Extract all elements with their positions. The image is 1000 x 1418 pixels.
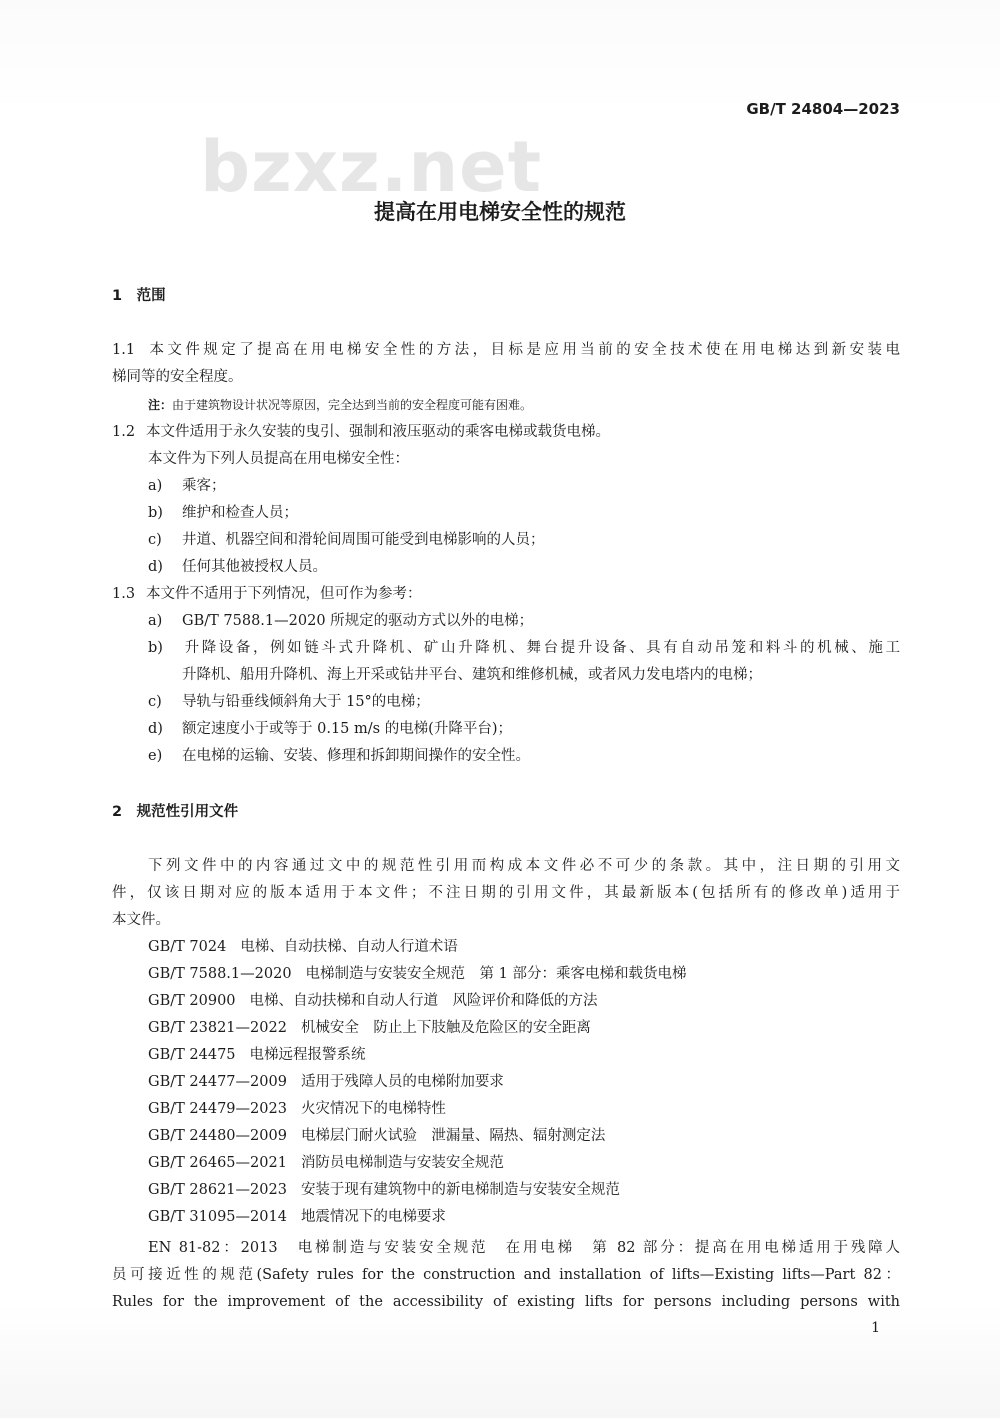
clause-number: 1.1: [112, 342, 136, 358]
clause-1-2-line-2: 本文件为下列人员提高在用电梯安全性：: [148, 451, 409, 467]
reference-item: GB/T 7588.1—2020 电梯制造与安装安全规范 第 1 部分：乘客电梯和载货电梯: [148, 966, 687, 982]
intro-line-2: 件，仅该日期对应的版本适用于本文件；不注日期的引用文件，其最新版本(包括所有的修改单)适用于: [112, 885, 900, 901]
reference-item: GB/T 31095—2014 地震情况下的电梯要求: [148, 1209, 446, 1225]
en-reference-line-2: 员可接近性的规范(Safety rules for the construction and installation of lifts—Existing lifts—Part 82：: [112, 1267, 900, 1283]
reference-item: GB/T 28621—2023 安装于现有建筑物中的新电梯制造与安装安全规范: [148, 1182, 620, 1198]
clause-1-2-line-1: 1.2 本文件适用于永久安装的曳引、强制和液压驱动的乘客电梯或载货电梯。: [112, 424, 610, 440]
clause-1-3-line-1: 1.3 本文件不适用于下列情况，但可作为参考：: [112, 586, 422, 602]
clause-1-1-line-1: 1.1 本文件规定了提高在用电梯安全性的方法，目标是应用当前的安全技术使在用电梯达到新安装电: [112, 342, 900, 358]
note-text: 由于建筑物设计状况等原因，完全达到当前的安全程度可能有困难。: [172, 398, 533, 412]
list-item: b) 升降设备，例如链斗式升降机、矿山升降机、舞台提升设备、具有自动吊笼和料斗的机械、施工: [148, 640, 900, 656]
reference-item: GB/T 7024 电梯、自动扶梯、自动人行道术语: [148, 939, 458, 955]
document-title: 提高在用电梯安全性的规范: [374, 200, 626, 224]
list-item: a) 乘客；: [148, 478, 226, 494]
page-number: 1: [871, 1320, 880, 1336]
intro-line-3: 本文件。: [112, 912, 170, 928]
list-item: b) 维护和检查人员；: [148, 505, 298, 521]
section-1-heading: 1 范围: [112, 288, 166, 304]
clause-number: 1.3: [112, 586, 136, 602]
note-label: 注：: [148, 398, 173, 412]
list-item: c) 井道、机器空间和滑轮间周围可能受到电梯影响的人员；: [148, 532, 545, 548]
en-reference-line-1: EN 81-82：2013 电梯制造与安装安全规范 在用电梯 第 82 部分：提高在用电梯适用于残障人: [148, 1240, 900, 1256]
en-reference-line-3: Rules for the improvement of the accessibility of existing lifts for persons including persons with: [112, 1294, 900, 1310]
reference-item: GB/T 24480—2009 电梯层门耐火试验 泄漏量、隔热、辐射测定法: [148, 1128, 606, 1144]
clause-number: 1.2: [112, 424, 136, 440]
intro-line-1: 下列文件中的内容通过文中的规范性引用而构成本文件必不可少的条款。其中，注日期的引用文: [148, 858, 900, 874]
list-item: d) 额定速度小于或等于 0.15 m/s 的电梯(升降平台)；: [148, 721, 513, 737]
reference-item: GB/T 26465—2021 消防员电梯制造与安装安全规范: [148, 1155, 504, 1171]
section-2-heading: 2 规范性引用文件: [112, 804, 239, 820]
clause-1-1-line-2: 梯同等的安全程度。: [112, 369, 243, 385]
reference-item: GB/T 24479—2023 火灾情况下的电梯特性: [148, 1101, 446, 1117]
reference-item: GB/T 23821—2022 机械安全 防止上下肢触及危险区的安全距离: [148, 1020, 591, 1036]
standard-number: GB/T 24804—2023: [746, 100, 900, 118]
watermark: bzxz.net: [200, 126, 543, 208]
list-item: e) 在电梯的运输、安装、修理和拆卸期间操作的安全性。: [148, 748, 530, 764]
list-item-continued: 升降机、船用升降机、海上开采或钻井平台、建筑和维修机械，或者风力发电塔内的电梯；: [182, 667, 762, 683]
reference-item: GB/T 20900 电梯、自动扶梯和自动人行道 风险评价和降低的方法: [148, 993, 598, 1009]
reference-item: GB/T 24477—2009 适用于残障人员的电梯附加要求: [148, 1074, 504, 1090]
list-item: a) GB/T 7588.1—2020 所规定的驱动方式以外的电梯；: [148, 613, 534, 629]
list-item: c) 导轨与铅垂线倾斜角大于 15°的电梯；: [148, 694, 430, 710]
note: [148, 396, 532, 414]
reference-item: GB/T 24475 电梯远程报警系统: [148, 1047, 366, 1063]
list-item: d) 任何其他被授权人员。: [148, 559, 327, 575]
